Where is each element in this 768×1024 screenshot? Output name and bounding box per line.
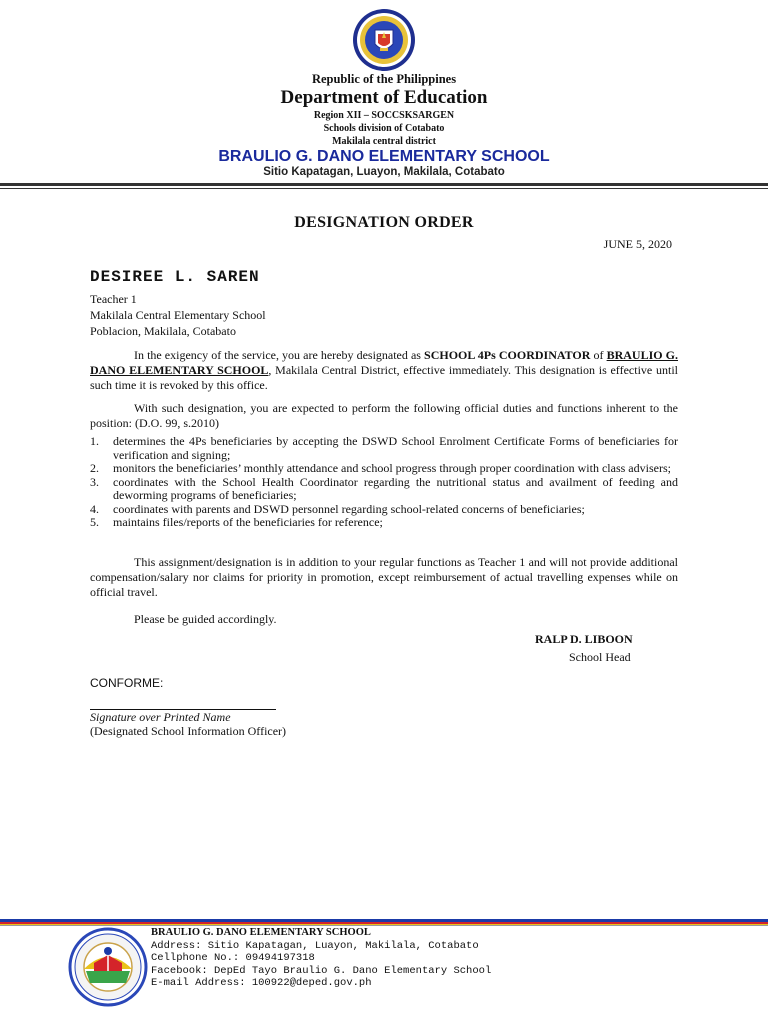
conforme-label: CONFORME: (90, 676, 164, 690)
footer-facebook: Facebook: DepEd Tayo Braulio G. Dano Elementary School (151, 964, 492, 977)
district-line: Makilala central district (332, 136, 436, 147)
designation-paragraph: In the exigency of the service, you are hereby designated as SCHOOL 4Ps COORDINATOR of BRAULIO G. DANO ELEMENTARY SCHOOL, Makilala Central District, effective immediately. This designation is effective until such time it is revoked by this office. (90, 348, 679, 392)
duty-item: 1. determines the 4Ps beneficiaries by accepting the DSWD School Enrolment Certificate Forms of beneficiaries for verification and signing; (90, 434, 678, 462)
footer-school-name: BRAULIO G. DANO ELEMENTARY SCHOOL (151, 927, 371, 938)
addressee-position: Teacher 1 (90, 292, 137, 306)
republic-heading: Republic of the Philippines (311, 72, 457, 86)
region-line: Region XII – SOCCSKSARGEN (313, 110, 455, 121)
signature-caption: Signature over Printed Name (90, 710, 231, 724)
addressee-name: DESIREE L. SAREN (90, 268, 260, 286)
school-logo-icon (68, 927, 148, 1007)
duty-item: 2. monitors the beneficiaries’ monthly attendance and school progress through proper coordination with class advisers; (90, 461, 671, 475)
signatory-title: School Head (569, 650, 631, 664)
closing-line: Please be guided accordingly. (134, 612, 277, 626)
document-date: JUNE 5, 2020 (603, 237, 672, 251)
duty-item: 3. coordinates with the School Health Coordinator regarding the nutritional status and availment of feeding and deworming programs of beneficiaries; (90, 474, 678, 502)
deped-seal-icon (347, 8, 421, 72)
designated-school: BRAULIO G. DANO ELEMENTARY SCHOOL (90, 348, 679, 377)
footer-address: Address: Sitio Kapatagan, Luayon, Makilala, Cotabato (151, 940, 479, 953)
duties-intro-paragraph: With such designation, you are expected to perform the following official duties and functions inherent to the position: (D.O. 99, s.2010) (90, 401, 678, 430)
addressee-address: Poblacion, Makilala, Cotabato (90, 324, 236, 338)
footer-ribbon-gray (0, 925, 768, 926)
compensation-paragraph: This assignment/designation is in addition to your regular functions as Teacher 1 and will not provide additional compensation/salary nor claims for priority in promotion, except reimbursement of actual travelling expenses while on official travel. (90, 555, 678, 599)
department-heading: Department of Education (280, 87, 488, 108)
signatory-name: RALP D. LIBOON (535, 632, 633, 646)
duty-item: 5. maintains files/reports of the beneficiaries for reference; (90, 515, 383, 529)
division-line: Schools division of Cotabato (323, 123, 445, 134)
header-divider (0, 183, 768, 186)
school-address-line: Sitio Kapatagan, Luayon, Makilala, Cotabato (263, 166, 505, 178)
addressee-school: Makilala Central Elementary School (90, 308, 266, 322)
designated-role: SCHOOL 4Ps COORDINATOR (424, 348, 591, 362)
header-divider-thin (0, 188, 768, 189)
footer-cellphone: Cellphone No.: 09494197318 (151, 952, 315, 965)
school-name-heading: BRAULIO G. DANO ELEMENTARY SCHOOL (218, 148, 550, 165)
duties-list (90, 435, 678, 530)
footer-email: E-mail Address: 100922@deped.gov.ph (151, 976, 372, 989)
duty-item: 4. coordinates with parents and DSWD personnel regarding school-related concerns of beneficiaries; (90, 501, 585, 516)
designated-role-caption: (Designated School Information Officer) (90, 724, 287, 738)
document-title: DESIGNATION ORDER (294, 214, 474, 231)
footer-contact-block (151, 927, 491, 989)
